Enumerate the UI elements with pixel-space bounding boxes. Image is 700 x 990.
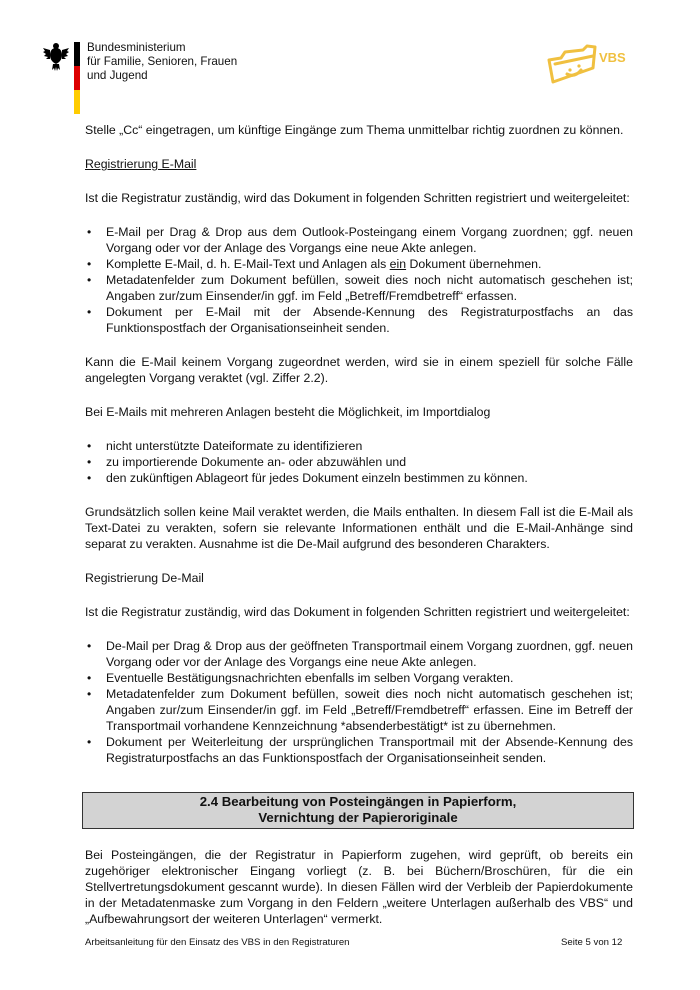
paragraph-attachments: Bei E-Mails mit mehreren Anlagen besteht die Möglichkeit, im Importdialog xyxy=(85,405,491,419)
list-item: • den zukünftigen Ablageort für jedes Dokument einzeln bestimmen zu können. xyxy=(85,470,633,486)
ministry-name xyxy=(87,41,237,83)
list-item: • zu importierende Dokumente an- oder abzuwählen und xyxy=(85,454,633,470)
list-item xyxy=(85,256,633,272)
list-item: • Eventuelle Bestätigungsnachrichten ebenfalls im selben Vorgang verakten. xyxy=(85,670,633,686)
vbs-logo xyxy=(543,38,635,94)
ministry-line: Bundesministerium xyxy=(87,41,186,54)
flag-stripe-red xyxy=(74,66,80,90)
vbs-logo-text: VBS xyxy=(599,50,626,65)
paragraph-intro: Stelle „Cc“ eingetragen, um künftige Eingänge zum Thema unmittelbar richtig zuordnen zu können. xyxy=(85,123,624,137)
demail-steps-list xyxy=(85,638,633,766)
list-item: • Dokument per Weiterleitung der ursprünglichen Transportmail mit der Absende-Kennung des Registraturpostfachs an das Funktionspostfach der Organisationseinheit senden. xyxy=(85,734,633,766)
attachment-options-list xyxy=(85,438,633,486)
paragraph-paper-intake: Bei Posteingängen, die der Registratur in Papierform zugehen, wird geprüft, ob bereits ein zugehöriger elektronischer Eingang vorliegt (z. B. bei Büchern/Broschüren, für die ein Stellvertretungsdokument gescannt wurde). In diesen Fällen wird der Verbleib der Papierdokumente in der Metadatenmaske zum Vorgang in den Feldern „weitere Unterlagen außerhalb des VBS“ und „Aufbewahrungsort der weiteren Unterlagen“ vermerkt. xyxy=(85,848,633,926)
text-segment-underlined: ein xyxy=(389,257,407,271)
flag-stripe-black xyxy=(74,42,80,66)
federal-eagle-icon xyxy=(43,40,69,72)
document-body xyxy=(85,122,633,927)
ministry-line: und Jugend xyxy=(87,69,148,82)
flag-stripe-gold xyxy=(74,90,80,114)
paragraph-no-case: Kann die E-Mail keinem Vorgang zugeordnet werden, wird sie in einem speziell für solche Fälle angelegten Vorgang veraktet (vgl. Ziffer 2.2). xyxy=(85,355,633,385)
flag-stripe xyxy=(74,42,80,114)
section-heading-2-4 xyxy=(82,792,634,829)
heading-demail-registration: Registrierung De-Mail xyxy=(85,571,204,585)
section-heading-line: 2.4 Bearbeitung von Posteingängen in Papierform, xyxy=(199,794,517,809)
email-steps-list xyxy=(85,224,633,336)
text-segment: Dokument übernehmen. xyxy=(406,257,542,271)
list-item: • Metadatenfelder zum Dokument befüllen, soweit dies noch nicht automatisch geschehen ist; Angaben zur/zum Einsender/in ggf. im Feld „Betreff/Fremdbetreff“ erfassen. Eine im Betreff der Transportmail vorhandene Kennzeichnung *absenderbestätigt* ist zu übernehmen. xyxy=(85,686,633,734)
page-number: Seite 5 von 12 xyxy=(561,937,623,948)
heading-email-registration: Registrierung E-Mail xyxy=(85,157,197,171)
section-heading-line: Vernichtung der Papieroriginale xyxy=(258,810,458,825)
footer-title: Arbeitsanleitung für den Einsatz des VBS in den Registraturen xyxy=(85,937,350,948)
text-segment: Komplette E-Mail, d. h. E-Mail-Text und Anlagen als xyxy=(106,257,390,271)
list-item: • nicht unterstützte Dateiformate zu identifizieren xyxy=(85,438,633,454)
list-item: • Metadatenfelder zum Dokument befüllen, soweit dies noch nicht automatisch geschehen ist; Angaben zur/zum Einsender/in ggf. im Feld „Betreff/Fremdbetreff“ erfassen. xyxy=(85,272,633,304)
paragraph-demail-intro: Ist die Registratur zuständig, wird das Dokument in folgenden Schritten registriert und weitergeleitet: xyxy=(85,605,630,619)
paragraph-basic-rule: Grundsätzlich sollen keine Mail veraktet werden, die Mails enthalten. In diesem Fall ist die E-Mail als Text-Datei zu verakten, sofern sie relevante Informationen enthält und die E-Mail-Anhänge sind separat zu verakten. Ausnahme ist die De-Mail aufgrund des besonderen Charakters. xyxy=(85,505,633,551)
list-item: • E-Mail per Drag & Drop aus dem Outlook-Posteingang einem Vorgang zuordnen; ggf. neuen Vorgang oder vor der Anlage des Vorgangs eine neue Akte anlegen. xyxy=(85,224,633,256)
list-item: • Dokument per E-Mail mit der Absende-Kennung des Registraturpostfachs an das Funktionspostfach der Organisationseinheit senden. xyxy=(85,304,633,336)
ministry-line: für Familie, Senioren, Frauen xyxy=(87,55,238,68)
list-item: • De-Mail per Drag & Drop aus der geöffneten Transportmail einem Vorgang zuordnen, ggf. neuen Vorgang oder vor der Anlage des Vorgangs eine neue Akte anlegen. xyxy=(85,638,633,670)
paragraph-email-intro: Ist die Registratur zuständig, wird das Dokument in folgenden Schritten registriert und weitergeleitet: xyxy=(85,191,630,205)
